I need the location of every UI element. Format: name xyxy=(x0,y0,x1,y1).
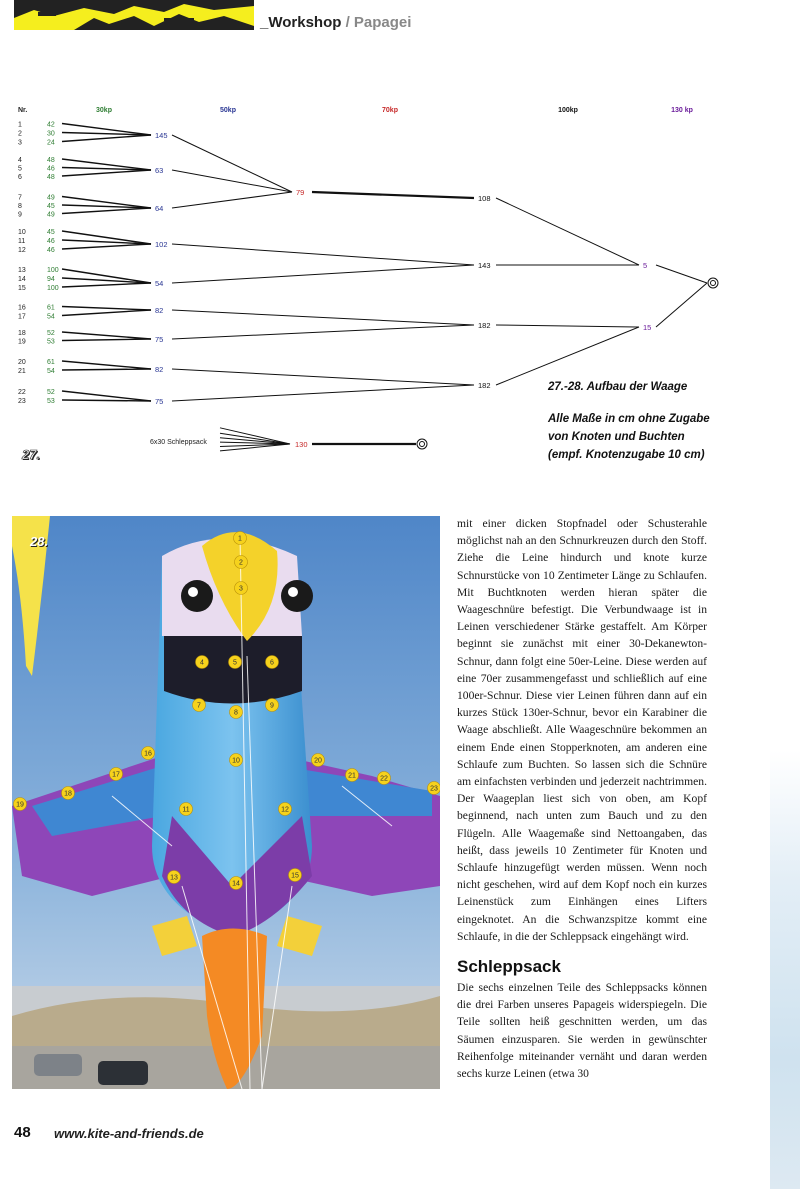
row-length-15: 100 xyxy=(47,285,59,292)
marker-label-23: 23 xyxy=(430,785,438,793)
line-130kp-1 xyxy=(656,283,707,327)
marker-label-9: 9 xyxy=(270,702,274,710)
line-50kp-4 xyxy=(172,265,474,283)
column-header-2: 50kp xyxy=(220,107,236,114)
row-number-18: 18 xyxy=(18,330,26,337)
line-50kp-1 xyxy=(172,170,292,192)
line-50kp-0 xyxy=(172,135,292,192)
row-number-22: 22 xyxy=(18,389,26,396)
schleppsack-ring-icon xyxy=(417,439,427,449)
marker-label-5: 5 xyxy=(233,659,237,667)
row-number-23: 23 xyxy=(18,398,26,405)
line-50kp-6 xyxy=(172,325,474,339)
caption-line-3: (empf. Knotenzugabe 10 cm) xyxy=(548,449,705,461)
value-100kp-2: 182 xyxy=(478,321,491,330)
schleppsack-label: 6x30 Schleppsack xyxy=(150,439,207,446)
line-30kp-23 xyxy=(62,400,151,401)
marker-label-12: 12 xyxy=(281,806,289,814)
value-70kp-0: 79 xyxy=(296,188,305,197)
line-30kp-6 xyxy=(62,170,151,176)
row-number-1: 1 xyxy=(18,121,22,129)
marker-label-11: 11 xyxy=(182,806,190,814)
row-number-17: 17 xyxy=(18,313,26,321)
section-heading-schleppsack: Schleppsack xyxy=(457,957,561,977)
row-number-6: 6 xyxy=(18,174,22,181)
marker-label-13: 13 xyxy=(170,874,178,882)
line-50kp-3 xyxy=(172,244,474,265)
row-length-16: 61 xyxy=(47,304,55,312)
value-100kp-1: 143 xyxy=(478,261,491,270)
line-30kp-20 xyxy=(62,361,151,369)
row-length-13: 100 xyxy=(47,267,59,274)
figure-28-number: 28. xyxy=(30,534,49,549)
logo-graphic xyxy=(14,0,254,30)
value-50kp-2: 64 xyxy=(155,204,164,213)
marker-label-7: 7 xyxy=(197,702,201,710)
line-50kp-2 xyxy=(172,192,292,208)
row-number-12: 12 xyxy=(18,247,26,254)
row-length-14: 94 xyxy=(47,276,55,283)
marker-label-14: 14 xyxy=(232,880,240,888)
marker-label-18: 18 xyxy=(64,790,72,798)
caption-title: 27.-28. Aufbau der Waage xyxy=(548,381,688,393)
column-header-0: Nr. xyxy=(18,107,28,114)
page-number: 48 xyxy=(14,1124,31,1141)
row-length-21: 54 xyxy=(47,368,55,375)
value-50kp-0: 145 xyxy=(155,131,168,140)
line-100kp-0 xyxy=(496,198,639,265)
row-number-11: 11 xyxy=(18,238,26,245)
schleppsack-line-0 xyxy=(220,428,290,444)
row-number-16: 16 xyxy=(18,304,26,312)
footer-url: www.kite-and-friends.de xyxy=(54,1126,204,1141)
row-number-13: 13 xyxy=(18,267,26,274)
article-body xyxy=(457,515,707,1082)
row-length-18: 52 xyxy=(47,330,55,337)
row-length-23: 53 xyxy=(47,398,55,405)
line-30kp-3 xyxy=(62,135,151,142)
row-length-19: 53 xyxy=(47,338,55,346)
value-100kp-3: 182 xyxy=(478,381,491,390)
row-length-9: 49 xyxy=(47,211,55,219)
magazine-logo xyxy=(14,0,254,30)
header-section: _Workshop xyxy=(260,14,342,31)
article-paragraph-2: Die sechs einzelnen Teile des Schleppsacks können die drei Farben unseres Papageis widerspiegeln. Die Teile sollten heiß geschnitten werden, um das Säumen einzusparen. Sie werden in gewünschter Reihenfolge miteinander vernäht und daran werden sechs kurze Leinen (etwa 30 xyxy=(457,981,707,1081)
row-number-2: 2 xyxy=(18,130,22,138)
parrot-kite-photo xyxy=(12,516,440,1089)
marker-label-10: 10 xyxy=(232,757,240,765)
row-number-9: 9 xyxy=(18,211,22,219)
row-length-17: 54 xyxy=(47,313,55,321)
row-length-22: 52 xyxy=(47,389,55,396)
row-length-10: 45 xyxy=(47,229,55,236)
line-100kp-3 xyxy=(496,327,639,385)
value-50kp-8: 75 xyxy=(155,397,164,406)
header-topic: Papagei xyxy=(353,14,412,31)
parrot-kite-illustration xyxy=(12,516,440,1089)
figure-caption xyxy=(548,378,768,464)
marker-label-21: 21 xyxy=(348,772,356,780)
row-number-21: 21 xyxy=(18,368,26,375)
line-50kp-7 xyxy=(172,369,474,385)
row-number-5: 5 xyxy=(18,165,22,173)
article-paragraph-1: mit einer dicken Stopfnadel oder Schusterahle möglichst nah an den Schnurkreuzen durch den Stoff. Ziehe die Leine hindurch und knote kurze Schnurstücke von 10 Zentimeter Länge zu Schlaufen. Mit Buchtknoten werden hieran später die Waageschnüre befestigt. Die Verbundwaage ist in Leinen verschiedener Stärke gestaffelt. Am Körper beginnt sie zunächst mit einer 30-Dekanewton-Schnur, dann folgt eine 50er-Leine. Diese werden auf eine 70er zusammengefasst und schließlich auf eine 100er-Schnur. Diese vier Leinen führen dann auf ein kurzes Stück 130er-Schnur, bevor ein Karabiner die Waage abschließt. Alle Waageschnüre bekommen an einem Ende einen Stopperknoten, am anderen eine Schlaufe zum Buchten. So lassen sich die Schnüre am einfachsten verbinden und jederzeit nachtrimmen. Der Waageplan liest sich von oben, am Kopf beginnend, nach unten zum Bauch und zu den Flügeln. Alle Waagemaße sind Nettoangaben, das heißt, dass jeweils 10 Zentimeter für Knoten und Schlaufe hinzugefügt werden müssen. Wenn noch nicht geschehen, wird auf dem Kopf noch ein kurzes Leinenstück zum Einhängen eines Lifters eingeknotet. An die Schwanzspitze kommt eine Schlaufe, in die der Schleppsack eingehängt wird. xyxy=(457,517,707,943)
row-length-5: 46 xyxy=(47,165,55,173)
row-length-7: 49 xyxy=(47,194,55,202)
value-130kp-1: 15 xyxy=(643,323,652,332)
row-number-3: 3 xyxy=(18,139,22,147)
row-length-4: 48 xyxy=(47,157,55,164)
row-length-1: 42 xyxy=(47,121,55,129)
figure-27-number: 27. xyxy=(22,447,41,462)
schleppsack-value: 130 xyxy=(295,440,308,449)
line-50kp-8 xyxy=(172,385,474,401)
line-30kp-18 xyxy=(62,332,151,339)
header-breadcrumb xyxy=(260,14,411,31)
caption-line-1: Alle Maße in cm ohne Zugabe xyxy=(548,413,710,425)
value-100kp-0: 108 xyxy=(478,194,491,203)
marker-label-19: 19 xyxy=(16,801,24,809)
row-length-2: 30 xyxy=(47,130,55,138)
carabiner-ring-icon xyxy=(708,278,718,288)
marker-label-3: 3 xyxy=(239,585,243,593)
value-50kp-6: 75 xyxy=(155,335,164,344)
line-30kp-12 xyxy=(62,244,151,249)
column-header-3: 70kp xyxy=(382,107,398,114)
row-number-7: 7 xyxy=(18,194,22,202)
row-number-10: 10 xyxy=(18,229,26,236)
marker-label-6: 6 xyxy=(270,659,274,667)
row-number-19: 19 xyxy=(18,338,26,346)
line-30kp-9 xyxy=(62,208,151,214)
value-50kp-1: 63 xyxy=(155,166,164,175)
line-30kp-19 xyxy=(62,339,151,341)
line-30kp-16 xyxy=(62,307,151,311)
row-length-12: 46 xyxy=(47,247,55,254)
column-header-5: 130 kp xyxy=(671,107,693,114)
marker-label-4: 4 xyxy=(200,659,204,667)
row-number-14: 14 xyxy=(18,276,26,283)
value-50kp-3: 102 xyxy=(155,240,168,249)
row-length-3: 24 xyxy=(47,139,55,147)
marker-label-15: 15 xyxy=(291,872,299,880)
row-number-15: 15 xyxy=(18,285,26,292)
value-50kp-7: 82 xyxy=(155,365,164,374)
marker-label-17: 17 xyxy=(112,771,120,779)
line-30kp-21 xyxy=(62,369,151,370)
row-length-11: 46 xyxy=(47,238,55,245)
marker-label-22: 22 xyxy=(380,775,388,783)
caption-line-2: von Knoten und Buchten xyxy=(548,431,685,443)
column-header-1: 30kp xyxy=(96,107,112,114)
marker-label-1: 1 xyxy=(238,535,242,543)
value-130kp-0: 5 xyxy=(643,261,648,270)
header-separator: / xyxy=(341,14,354,31)
line-30kp-15 xyxy=(62,283,151,287)
row-number-4: 4 xyxy=(18,157,22,164)
marker-label-8: 8 xyxy=(234,709,238,717)
column-header-4: 100kp xyxy=(558,107,578,114)
marker-label-20: 20 xyxy=(314,757,322,765)
value-50kp-5: 82 xyxy=(155,306,164,315)
line-100kp-2 xyxy=(496,325,639,327)
line-50kp-5 xyxy=(172,310,474,325)
value-50kp-4: 54 xyxy=(155,279,164,288)
row-length-6: 48 xyxy=(47,174,55,181)
marker-label-2: 2 xyxy=(239,559,243,567)
decorative-sky-strip xyxy=(770,750,800,1189)
line-70kp-0 xyxy=(312,192,474,198)
line-130kp-0 xyxy=(656,265,707,283)
row-number-8: 8 xyxy=(18,203,22,210)
row-length-20: 61 xyxy=(47,359,55,366)
marker-label-16: 16 xyxy=(144,750,152,758)
row-number-20: 20 xyxy=(18,359,26,366)
row-length-8: 45 xyxy=(47,203,55,210)
line-30kp-17 xyxy=(62,310,151,316)
